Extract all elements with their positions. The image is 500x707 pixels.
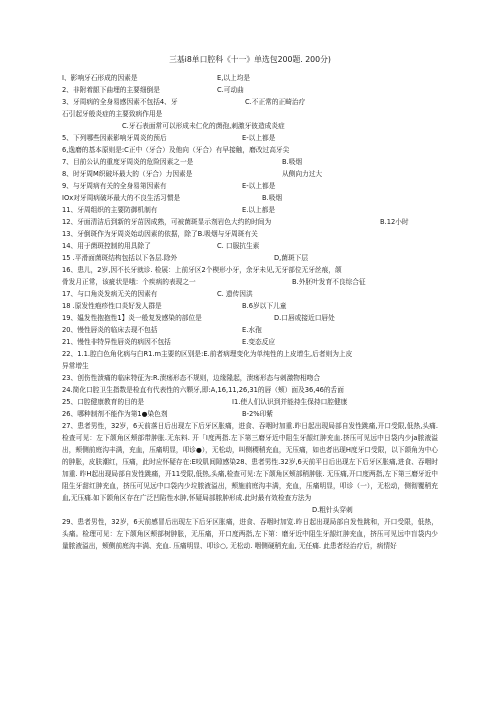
- question-line: [62, 216, 438, 228]
- question-text: 11、牙周组织的主要防御机制有: [62, 206, 158, 214]
- question-line: [62, 288, 438, 300]
- question-line: [62, 84, 438, 96]
- question-line: [62, 240, 438, 252]
- answer-text: E-以上都是: [242, 134, 276, 142]
- question-text: 7、目前公认的重度牙周炎的危险因素之一是: [62, 158, 194, 166]
- question-line: [62, 108, 438, 120]
- question-line: [62, 336, 438, 348]
- question-text: 异常增生: [62, 362, 89, 370]
- answer-text: D,菌斑下层: [274, 254, 309, 262]
- question-text: 8、时牙周M织破坏最大的（牙合）力因素是: [62, 170, 193, 178]
- question-text: 15 .平滑面菌斑结构包括以下各层.除外: [62, 254, 178, 262]
- question-text: I、影响牙石形成的因素是: [62, 74, 138, 82]
- question-line: [62, 384, 438, 396]
- question-line: [62, 408, 438, 420]
- question-line: [62, 312, 438, 324]
- question-list: [62, 72, 438, 420]
- question-text: 12、牙面清洁后到新的牙苗因成熟，可被菌斑显示剂岩色大约的时间为: [62, 218, 272, 226]
- question-29: [62, 516, 438, 552]
- question-text: 18 .原发性疱疹性口炎好发人群是: [62, 302, 162, 310]
- question-28-answer-line: [62, 504, 438, 516]
- question-line: [62, 192, 438, 204]
- question-line: [62, 372, 438, 384]
- question-text: 21、慢性非特异性唇炎的病因不包括: [62, 338, 171, 346]
- answer-text: B.外胚叶发育不良综合征: [292, 278, 366, 286]
- question-line: [62, 300, 438, 312]
- answer-text: 从侧向力过大: [282, 170, 323, 178]
- question-text: 25、口腔健康教育的目的是: [62, 398, 145, 406]
- question-line: [62, 276, 438, 288]
- answer-text: E.变态反应: [242, 338, 276, 346]
- question-text: 16、患儿，2岁,因不长牙就诊. 检展：上前牙区2个楔形小牙，余牙未见,无牙部位无牙丝痕，颌: [62, 266, 342, 274]
- question-text: 2、非附着龈下曲埋的主要细倒是: [62, 86, 160, 94]
- question-line: [62, 228, 438, 240]
- answer-text: B.吸烟: [262, 194, 283, 202]
- question-line: [62, 264, 438, 276]
- question-text: 13、牙倒斑作为牙周炎始动因素的依据，除了B.吸烟与牙周斑有关: [62, 230, 258, 238]
- question-line: [62, 360, 438, 372]
- page-title: 三基i8单口腔科《十一》单选包200题. 200分): [169, 55, 331, 64]
- question-line: [62, 348, 438, 360]
- question-line: [62, 168, 438, 180]
- answer-text: E,以上均是: [217, 74, 251, 82]
- question-text: 骨发月正常，该疵状是哦：个疾病的表现之一: [62, 278, 196, 286]
- question-text: 19、媪发性抱抱性1】炎一般复发感染的部位是: [62, 314, 202, 322]
- answer-text: E-以上都是: [242, 182, 276, 190]
- question-text: 5、下列哪些因素影响牙周炎的预后: [62, 134, 167, 142]
- answer-text: B.12小时: [380, 218, 409, 226]
- question-line: [62, 120, 438, 132]
- question-text: IOx对牙周病破坏最大的不良生活习惯是: [62, 194, 181, 202]
- answer-text: E.水孢: [242, 326, 262, 334]
- question-line: [62, 96, 438, 108]
- question-line: [62, 204, 438, 216]
- question-text: C.牙石表面常可以形成未仁化的菌孢,刺激牙彼造成炎症: [122, 122, 285, 130]
- question-text: 3、牙周病的全身易感因素不包括4、牙: [62, 98, 178, 106]
- question-line: [62, 324, 438, 336]
- answer-text: C.可动曲: [217, 86, 244, 94]
- question-text: 石引起牙般炎症的主要致病作用是: [62, 110, 163, 118]
- question-27-28: [62, 420, 438, 504]
- answer-text: C.不正常的正畸治疗: [245, 98, 306, 106]
- question-line: [62, 180, 438, 192]
- question-text: 23、创伤性溃痛的临床特征为:R.溃疡形态不规则，边缘隆起，溃疡形态与刺激物相吻合: [62, 374, 321, 382]
- question-line: [62, 144, 438, 156]
- question-text: 24.简化口腔卫生指数是检直有代表性的六颗牙,即:A,16,11,26,31的唇（颊）面及36,46的舌面: [62, 386, 344, 394]
- answer-text: D.口唇或接近口唇处: [274, 314, 335, 322]
- question-29-text: 29、患者男性，32岁，6天前感冒后出现左下后牙区胀痛，进食、吞咽时加览.昨日起出现局部自发性跳和，开口受限，低热，头痛。检理可见：左下颌角区颊部树肿胀，无压痛，开口度两指,左下第：磨牙近中阻生牙龈红肿充血，挤压可见远中盲袋内少量脓液溢出，颊侧前庭沟丰满、充血. 压痛明显、叩诊○, 无松动. 咽侧硬稍充血, 无任痛. 此患者经治疗后，病情好: [62, 518, 438, 550]
- answer-text: B.6岁以下儿童: [242, 302, 287, 310]
- question-text: 26、哪种制剂不能作为第1●染色剂: [62, 410, 168, 418]
- answer-text: B.吸烟: [282, 158, 303, 166]
- question-text: 14、用于菌斑控制的用具除了: [62, 242, 151, 250]
- question-line: [62, 132, 438, 144]
- question-line: [62, 156, 438, 168]
- question-28-answer: D.粗针头穿刺: [312, 506, 353, 514]
- question-text: 6,逸磨的基本原则是:C正中（牙合）及他向（牙合）有早接触，磨改过高牙尖: [62, 146, 290, 154]
- question-text: 9、与牙周病有关的全身易第因素有: [62, 182, 167, 190]
- answer-text: E.以上都是: [242, 206, 276, 214]
- answer-text: B-2%印紫: [242, 410, 273, 418]
- question-line: [62, 252, 438, 264]
- question-text: 22、1.1.腔白色角化病与白R1.m主要的区别是:E.前者病理变化为单纯性的上皮增生,后者则为上皮: [62, 350, 353, 358]
- answer-text: I1.使人们认识到并能持生保持口腔健康: [232, 398, 348, 406]
- question-line: [62, 72, 438, 84]
- question-text: 17、与口角炎发病无关的因素有: [62, 290, 158, 298]
- answer-text: C. 口服抗生素: [217, 242, 260, 250]
- question-27-28-text: 27、患者男性，32岁，6天前落日后出现左下后牙区胀痛，进食、吞咽时加重.昨日起出现局部自发性跳痛,开口受限,低热,头痛. 检查可见：左下颌角区颊部带肿胀.无东料. 开「I度两指.左下第三磨牙近中阻生牙龈红肿充血.挤压可见远中日袋内少ja脓液溢出，颊侧前庭沟丰满，充血，压痛明显，叩诊●），无松动，叫侧稷稍充血，无压痛，如也者出现H度牙口受限，以下颌角为中心的肿胀，皮肤潮红，压痛，此时应怀疑存在:E咬肌间隙感染28、患者男性.32岁,6天前平日后出现左下后牙区胀痛,进食、吞咽时加重. 昨H起出现局部自发性跳痛，开11受限,低热,头痛,检查可见:左下颌角区颊部稍肿胀. 无压痛,开口度两指,左下第三磨牙近中阻生牙甜红肿充血，挤压可见远中口袋内少垃脓液溢出，颊施前庭沟丰满，充血，压痛明显，叩诊（一），无松动，侧彻覆稍充血,无压痛.如下颌角区存在广泛凹陷性水肿,怀疑局部脓肿形成.此时最有效检查方法为: [62, 422, 438, 502]
- question-line: [62, 396, 438, 408]
- answer-text: C. 遗传因洪: [217, 290, 253, 298]
- question-text: 20、慢性唇炎的临床去现不包括: [62, 326, 158, 334]
